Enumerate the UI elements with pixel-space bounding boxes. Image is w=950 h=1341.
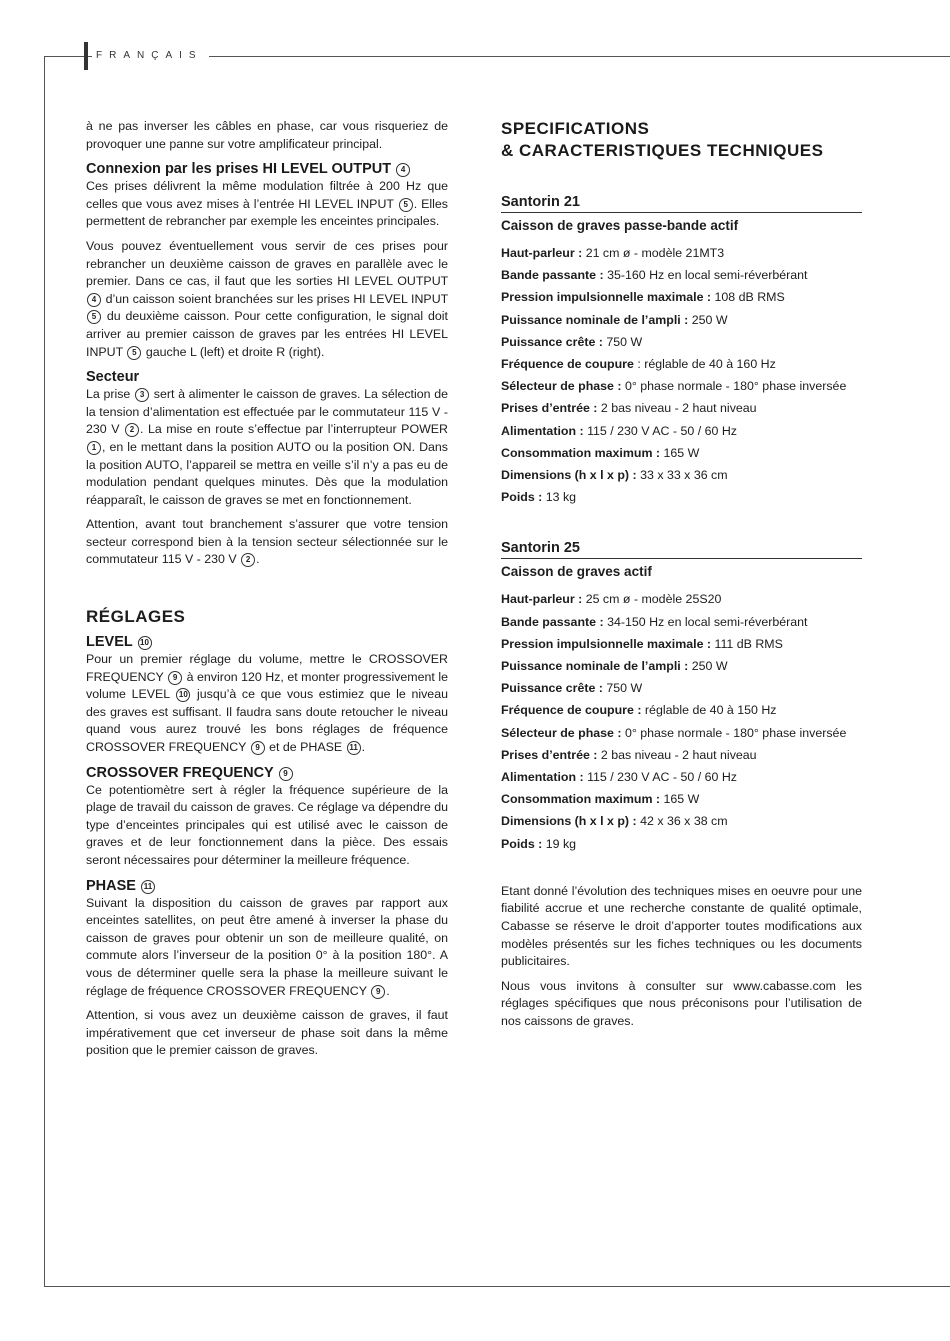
- right-column: [501, 118, 862, 1038]
- spec-value: 750 W: [606, 681, 643, 696]
- callout-number: 2: [241, 553, 255, 567]
- callout-number: 4: [396, 163, 410, 177]
- spec-label: Haut-parleur :: [501, 246, 583, 260]
- text-run: La prise: [86, 387, 131, 402]
- spec-label: Puissance crête :: [501, 681, 603, 696]
- spec-value: 25 cm ø - modèle 25S20: [585, 592, 722, 607]
- paragraph-hi-level-1: [86, 178, 448, 231]
- callout-number: 3: [135, 388, 149, 402]
- spec-value: 35-160 Hz en local semi-réverbérant: [607, 268, 808, 283]
- callout-number: 9: [251, 741, 265, 755]
- spec-label: Fréquence de coupure :: [501, 703, 642, 718]
- spec-value: 0° phase normale - 180° phase inversée: [624, 379, 847, 394]
- spec-label: Dimensions (h x l x p) :: [501, 468, 637, 483]
- paragraph-phase-1: [86, 895, 448, 1001]
- spec-label: Poids :: [501, 836, 543, 851]
- spec-row: [501, 242, 862, 264]
- spec-row: [501, 588, 862, 610]
- heading-text: CROSSOVER FREQUENCY: [86, 764, 274, 781]
- heading-text: LEVEL: [86, 634, 133, 651]
- spec-label: Sélecteur de phase :: [501, 725, 622, 740]
- paragraph-intro: à ne pas inverser les câbles en phase, car vous risqueriez de provoquer une panne sur votre amplificateur principal.: [86, 119, 448, 151]
- paragraph-secteur-1: [86, 386, 448, 509]
- spec-row: [501, 810, 862, 832]
- spec-row: [501, 677, 862, 699]
- spec-label: Puissance nominale de l’ampli :: [501, 659, 689, 674]
- spec-row: [501, 309, 862, 331]
- website-paragraph: Nous vous invitons à consulter sur www.cabasse.com les réglages spécifiques que nous préconisons pour l’utilisation de nos caissons de graves.: [501, 978, 862, 1029]
- heading-secteur: Secteur: [86, 369, 140, 386]
- spec-value: 2 bas niveau - 2 haut niveau: [600, 401, 757, 416]
- spec-row: [501, 699, 862, 721]
- specifications-title-line-2: & CARACTERISTIQUES TECHNIQUES: [501, 141, 824, 160]
- callout-number: 9: [371, 985, 385, 999]
- section-heading-reglages: RÉGLAGES: [86, 607, 186, 627]
- spec-label: Haut-parleur :: [501, 592, 583, 607]
- specifications-title-line-1: SPECIFICATIONS: [501, 119, 650, 138]
- spec-label: Consommation maximum :: [501, 445, 661, 460]
- spec-label: Pression impulsionnelle maximale :: [501, 290, 712, 305]
- heading-text: PHASE: [86, 877, 136, 894]
- callout-number: 4: [87, 293, 101, 307]
- left-column: [86, 118, 448, 1067]
- spec-value: 165 W: [663, 792, 700, 807]
- spec-label: Sélecteur de phase :: [501, 379, 622, 394]
- spec-row: [501, 464, 862, 486]
- spec-row: [501, 722, 862, 744]
- spec-value: 250 W: [691, 312, 728, 327]
- page-frame-left-rule: [44, 56, 45, 1286]
- page-frame-bottom-rule: [44, 1286, 950, 1287]
- callout-number: 9: [168, 671, 182, 685]
- text-run: Attention, avant tout branchement s’assurer que votre tension secteur correspond bien à la tension secteur sélectionnée sur le commutateur 115 V - 230 V: [86, 517, 448, 567]
- callout-number: 11: [347, 741, 361, 755]
- text-run: d’un caisson soient branchées sur les prises HI LEVEL INPUT: [105, 291, 448, 306]
- model-title: Santorin 25: [501, 540, 862, 559]
- callout-number: 1: [87, 441, 101, 455]
- spec-row: [501, 833, 862, 855]
- spec-row: [501, 375, 862, 397]
- text-run: du deuxième caisson. Pour cette configuration, le signal doit arriver au premier caisson de graves par les entrées HI LEVEL INPUT: [86, 309, 448, 359]
- callout-number: 2: [125, 423, 139, 437]
- spec-row: [501, 286, 862, 308]
- text-run: gauche L (left) et droite R (right).: [145, 344, 325, 359]
- spec-value: 2 bas niveau - 2 haut niveau: [600, 747, 757, 762]
- spec-value: réglable de 40 à 150 Hz: [644, 703, 777, 718]
- spec-label: Bande passante :: [501, 614, 604, 629]
- text-run: Vous pouvez éventuellement vous servir de ces prises pour rebrancher un deuxième caisson de graves en parallèle avec le premier. Dans ce cas, il faut que les sorties HI LEVEL OUTPUT: [86, 238, 448, 289]
- text-run: , en le mettant dans la position AUTO ou la position ON. Dans la position AUTO, l’appareil se mettra en veille s’il n’y a pas eu de modulation pendant quelques minutes. Dès que la modulation réapparaît, le caisson de graves se met en fonctionnement.: [86, 439, 448, 507]
- callout-number: 5: [87, 310, 101, 324]
- spec-value: 19 kg: [545, 836, 577, 851]
- callout-number: 9: [279, 767, 293, 781]
- spec-row: [501, 353, 862, 375]
- spec-value: 750 W: [606, 334, 643, 349]
- spec-label: Alimentation :: [501, 770, 584, 785]
- spec-value: 0° phase normale - 180° phase inversée: [624, 725, 847, 740]
- paragraph-hi-level-2: [86, 238, 448, 361]
- spec-value: 34-150 Hz en local semi-réverbérant: [607, 614, 808, 629]
- spec-row: [501, 331, 862, 353]
- callout-number: 10: [138, 636, 152, 650]
- spec-label: Puissance crête :: [501, 334, 603, 349]
- spec-list: [501, 588, 862, 854]
- spec-row: [501, 397, 862, 419]
- spec-row: [501, 420, 862, 442]
- heading-phase: [86, 877, 448, 895]
- text-run: .: [361, 740, 366, 755]
- spec-label: Poids :: [501, 490, 543, 505]
- callout-number: 10: [176, 688, 190, 702]
- spec-label: Dimensions (h x l x p) :: [501, 814, 637, 829]
- spec-label: Fréquence de coupure: [501, 357, 634, 372]
- spec-value: 33 x 33 x 36 cm: [640, 468, 728, 483]
- text-run: . Elles permettent de rebrancher par exemple les enceintes principales.: [86, 196, 448, 229]
- model-subtitle: Caisson de graves actif: [501, 564, 652, 580]
- spec-label: Consommation maximum :: [501, 792, 661, 807]
- text-run: sert à alimenter le caisson de graves. La sélection de la tension d’alimentation est effectuée par le commutateur 115 V - 230 V: [86, 387, 449, 437]
- paragraph-secteur-2: [86, 516, 448, 569]
- spec-value: 108 dB RMS: [714, 290, 785, 305]
- callout-number: 5: [399, 198, 413, 212]
- paragraph-crossover: Ce potentiomètre sert à régler la fréquence supérieure de la plage de travail du caisson de graves. Ce réglage va dépendre du type d’enceintes principales qui est utilisé avec le caisson de graves et de leur fonctionnement dans la pièce. Des essais seront nécessaires pour déterminer la meilleure fréquence.: [86, 782, 448, 867]
- spec-row: [501, 611, 862, 633]
- spec-value: 13 kg: [545, 490, 577, 505]
- heading-text: Connexion par les prises HI LEVEL OUTPUT: [86, 161, 392, 178]
- spec-list: [501, 242, 862, 508]
- model-subtitle: Caisson de graves passe-bande actif: [501, 218, 739, 233]
- text-run: Suivant la disposition du caisson de graves par rapport aux enceintes satellites, on peut être amené à inverser la phase du caisson de graves pour obtenir un son de meilleure qualité, on commute alors l’inverseur de la position 0° à la position 180°. A vous de déterminer quelle sera la phase la meilleure suivant le réglage de fréquence CROSSOVER FREQUENCY: [86, 895, 448, 998]
- callout-number: 11: [141, 880, 155, 894]
- spec-value: 111 dB RMS: [714, 636, 783, 651]
- spec-label: Pression impulsionnelle maximale :: [501, 636, 712, 651]
- spec-value: 42 x 36 x 38 cm: [640, 814, 728, 829]
- callout-number: 5: [127, 346, 141, 360]
- heading-hi-level-output: [86, 160, 448, 178]
- text-run: jusqu’à ce que vous estimiez que le niveau des graves est suffisant. Il faudra sans doute retoucher le niveau quand vous aurez trouvé les bons réglages de fréquence CROSSOVER FREQUENCY: [86, 687, 448, 755]
- spec-label: Prises d’entrée :: [501, 401, 598, 416]
- spec-row: [501, 633, 862, 655]
- text-run: . La mise en route s’effectue par l’interrupteur POWER: [140, 422, 448, 437]
- heading-crossover-frequency: [86, 764, 448, 782]
- spec-value: 115 / 230 V AC - 50 / 60 Hz: [587, 770, 737, 785]
- text-run: Ces prises délivrent la même modulation filtrée à 200 Hz que celles que vous avez mises à l’entrée HI LEVEL INPUT: [86, 179, 448, 211]
- spec-value: 165 W: [663, 445, 700, 460]
- spec-row: [501, 486, 862, 508]
- text-run: .: [386, 983, 390, 998]
- spec-label: Puissance nominale de l’ampli :: [501, 312, 689, 327]
- text-run: .: [256, 552, 260, 567]
- spec-value: 250 W: [691, 659, 728, 674]
- text-run: et de PHASE: [269, 740, 343, 755]
- text-run: Pour un premier réglage du volume, mettre le CROSSOVER FREQUENCY: [86, 652, 448, 684]
- spec-value: 21 cm ø - modèle 21MT3: [585, 246, 725, 260]
- model-block-santorin-21: [501, 194, 862, 508]
- paragraph-phase-2: Attention, si vous avez un deuxième caisson de graves, il faut impérativement que cet inverseur de phase soit dans la même position que le premier caisson de graves.: [86, 1008, 448, 1058]
- spec-row: [501, 766, 862, 788]
- spec-value: : réglable de 40 à 160 Hz: [637, 357, 776, 372]
- spec-row: [501, 744, 862, 766]
- header-marker-bar: [84, 42, 88, 70]
- spec-value: 115 / 230 V AC - 50 / 60 Hz: [587, 423, 737, 438]
- heading-level: [86, 633, 448, 651]
- spec-row: [501, 788, 862, 810]
- model-block-santorin-25: [501, 540, 862, 854]
- disclaimer-paragraph: Etant donné l’évolution des techniques mises en oeuvre pour une fiabilité accrue et une recherche constante de qualité optimale, Cabasse se réserve le droit d’apporter toutes modifications aux modèles présentés sur les fiches techniques ou les documents publicitaires.: [501, 883, 862, 969]
- spec-label: Prises d’entrée :: [501, 747, 598, 762]
- language-header: FRANÇAIS: [92, 50, 209, 62]
- model-title: Santorin 21: [501, 194, 862, 213]
- spec-row: [501, 264, 862, 286]
- disclaimer-block: [501, 883, 862, 1031]
- paragraph-level: [86, 651, 448, 757]
- spec-label: Alimentation :: [501, 423, 584, 438]
- spec-label: Bande passante :: [501, 268, 604, 283]
- spec-row: [501, 655, 862, 677]
- text-run: à environ 120 Hz, et monter progressivement le volume LEVEL: [86, 669, 448, 702]
- spec-row: [501, 442, 862, 464]
